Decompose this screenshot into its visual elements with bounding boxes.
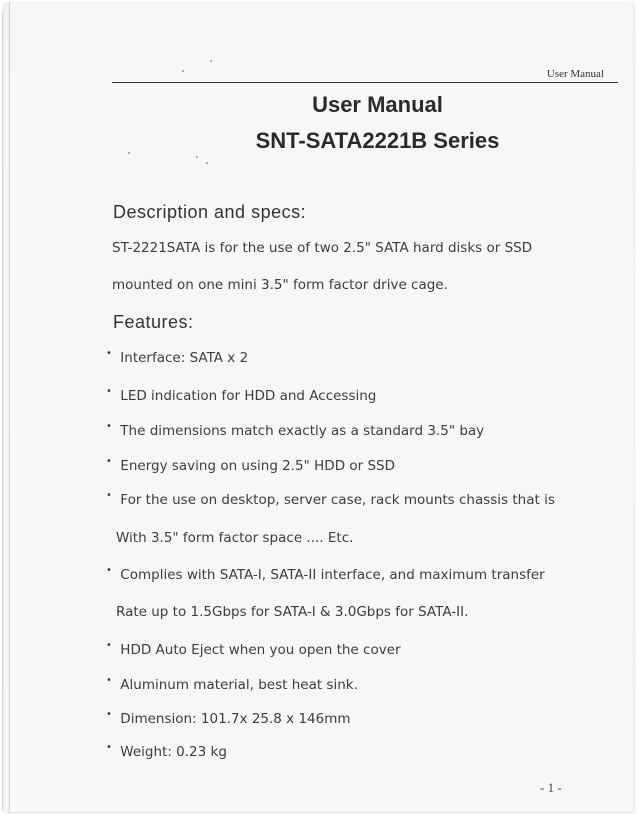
manual-page xyxy=(10,2,632,812)
feature-item xyxy=(106,677,358,693)
feature-item xyxy=(106,423,484,439)
feature-text: The dimensions match exactly as a standard 3.5" bay xyxy=(120,423,485,439)
features-heading: Features: xyxy=(113,312,194,332)
product-series-title: SNT-SATA2221B Series xyxy=(255,128,500,153)
feature-text: Dimension: 101.7x 25.8 x 146mm xyxy=(120,711,351,727)
bullet-icon: • xyxy=(106,456,112,467)
scan-speck xyxy=(182,70,184,72)
running-header: User Manual xyxy=(546,68,604,80)
feature-continuation: Rate up to 1.5Gbps for SATA-I & 3.0Gbps for SATA-II. xyxy=(116,604,469,620)
feature-item xyxy=(106,567,545,583)
document-title: User Manual xyxy=(312,92,443,117)
description-heading: Description and specs: xyxy=(113,202,307,222)
feature-text: Aluminum material, best heat sink. xyxy=(120,677,358,693)
feature-item xyxy=(106,744,227,760)
feature-item xyxy=(106,492,555,508)
bullet-icon: • xyxy=(106,421,112,432)
feature-text: HDD Auto Eject when you open the cover xyxy=(120,642,401,658)
bullet-icon: • xyxy=(106,565,112,576)
feature-item xyxy=(106,458,395,474)
feature-continuation: With 3.5" form factor space .... Etc. xyxy=(116,530,354,546)
scan-speck xyxy=(196,156,198,158)
feature-item xyxy=(106,711,351,727)
bullet-icon: • xyxy=(106,348,112,359)
description-line: mounted on one mini 3.5" form factor drive cage. xyxy=(112,277,448,293)
feature-item xyxy=(106,350,248,366)
bullet-icon: • xyxy=(106,490,112,501)
description-line: ST-2221SATA is for the use of two 2.5" SATA hard disks or SSD xyxy=(112,240,533,256)
header-rule xyxy=(112,82,618,83)
sheet-edge xyxy=(2,10,9,810)
feature-text: For the use on desktop, server case, rack mounts chassis that is xyxy=(120,492,555,508)
feature-text: LED indication for HDD and Accessing xyxy=(120,388,377,404)
page-number: - 1 - xyxy=(540,780,562,795)
bullet-icon: • xyxy=(106,386,112,397)
feature-item xyxy=(106,388,376,404)
feature-text: Interface: SATA x 2 xyxy=(120,350,249,366)
feature-text: Complies with SATA-I, SATA-II interface, and maximum transfer xyxy=(120,567,545,583)
bullet-icon: • xyxy=(106,640,112,651)
bullet-icon: • xyxy=(106,709,112,720)
feature-item xyxy=(106,642,401,658)
scan-speck xyxy=(210,60,212,62)
scan-speck xyxy=(206,162,208,164)
feature-text: Weight: 0.23 kg xyxy=(120,744,227,760)
feature-text: Energy saving on using 2.5" HDD or SSD xyxy=(120,458,396,474)
bullet-icon: • xyxy=(106,742,112,753)
bullet-icon: • xyxy=(106,675,112,686)
